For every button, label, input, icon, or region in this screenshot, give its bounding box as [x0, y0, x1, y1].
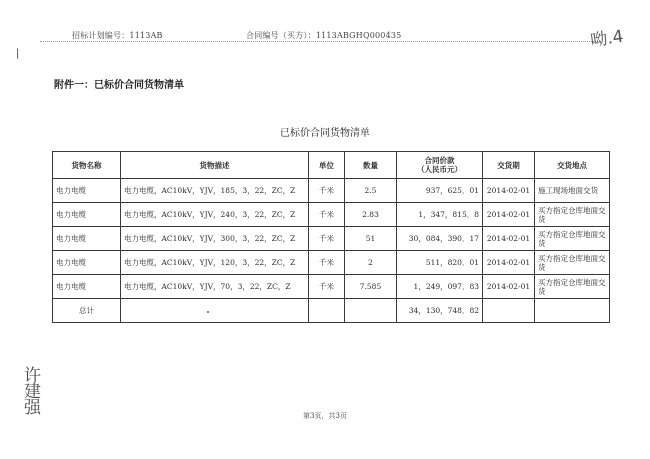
- cell-delivery-date: 2014-02-01: [483, 251, 535, 275]
- cell-empty: [121, 299, 309, 323]
- cell-price: 511，820．01: [397, 251, 483, 275]
- cell-delivery-date: 2014-02-01: [483, 179, 535, 203]
- cell-unit: 千米: [309, 203, 345, 227]
- cell-name: 电力电缆: [53, 227, 121, 251]
- cell-unit: 千米: [309, 251, 345, 275]
- col-header-delivery-date: 交货期: [483, 152, 535, 179]
- plan-number: [72, 30, 163, 41]
- goods-table: [52, 151, 610, 323]
- plan-number-value: 1113AB: [129, 31, 163, 40]
- cell-quantity: 7.585: [345, 275, 397, 299]
- contract-number-value: 1113ABGHQ000435: [315, 31, 402, 40]
- col-header-quantity: 数量: [345, 152, 397, 179]
- table-total-row: [53, 299, 610, 323]
- table-header-row: [53, 152, 610, 179]
- cell-empty: [345, 299, 397, 323]
- col-header-description: 货物描述: [121, 152, 309, 179]
- cell-quantity: 2.83: [345, 203, 397, 227]
- cell-name: 电力电缆: [53, 251, 121, 275]
- margin-mark: |: [16, 48, 20, 59]
- handwritten-annotation: 呦.4: [589, 26, 625, 52]
- cell-empty: [483, 299, 535, 323]
- cell-description: 电力电缆，AC10kV，YJV，70，3，22，ZC，Z: [121, 275, 309, 299]
- cell-unit: 千米: [309, 179, 345, 203]
- cell-empty: [535, 299, 610, 323]
- handwritten-signature: 许建强: [20, 366, 40, 414]
- total-label: 总计: [53, 299, 121, 323]
- cell-delivery-place: 买方指定仓库地面交货: [535, 275, 610, 299]
- cell-price: 30，084，390．17: [397, 227, 483, 251]
- cell-quantity: 51: [345, 227, 397, 251]
- table-row: [53, 275, 610, 299]
- cell-delivery-place: 买方指定仓库地面交货: [535, 251, 610, 275]
- table-row: [53, 227, 610, 251]
- cell-name: 电力电缆: [53, 275, 121, 299]
- col-header-name: 货物名称: [53, 152, 121, 179]
- cell-price: 937，625．01: [397, 179, 483, 203]
- cell-delivery-place: 买方指定仓库地面交货: [535, 203, 610, 227]
- col-header-price: 合同价款 （人民币元）: [397, 152, 483, 179]
- cell-name: 电力电缆: [53, 203, 121, 227]
- contract-number: [246, 30, 401, 41]
- col-header-unit: 单位: [309, 152, 345, 179]
- cell-empty: [309, 299, 345, 323]
- cell-price: 1，249，097．83: [397, 275, 483, 299]
- cell-unit: 千米: [309, 275, 345, 299]
- section-title: 附件一：已标价合同货物清单: [54, 80, 184, 91]
- cell-price: 1，347，815．8: [397, 203, 483, 227]
- cell-description: 电力电缆，AC10kV，YJV，185，3，22，ZC，Z: [121, 179, 309, 203]
- cell-name: 电力电缆: [53, 179, 121, 203]
- header-divider: [40, 41, 600, 42]
- total-value: 34，130，748．82: [397, 299, 483, 323]
- cell-delivery-place: 施工现场地面交货: [535, 179, 610, 203]
- cell-description: 电力电缆，AC10kV，YJV，240，3，22，ZC，Z: [121, 203, 309, 227]
- cell-quantity: 2: [345, 251, 397, 275]
- scan-speck: [207, 311, 209, 313]
- contract-number-label: 合同编号（买方）：: [246, 31, 316, 40]
- table-row: [53, 179, 610, 203]
- cell-unit: 千米: [309, 227, 345, 251]
- page-footer: 第3页，共3页: [303, 412, 347, 420]
- cell-description: 电力电缆，AC10kV，YJV，120，3，22，ZC，Z: [121, 251, 309, 275]
- cell-delivery-date: 2014-02-01: [483, 203, 535, 227]
- col-header-delivery-place: 交货地点: [535, 152, 610, 179]
- table-row: [53, 251, 610, 275]
- table-row: [53, 203, 610, 227]
- cell-description: 电力电缆，AC10kV，YJV，300，3，22，ZC，Z: [121, 227, 309, 251]
- cell-delivery-date: 2014-02-01: [483, 227, 535, 251]
- cell-delivery-place: 买方指定仓库地面交货: [535, 227, 610, 251]
- table-title: 已标价合同货物清单: [280, 128, 370, 139]
- plan-number-label: 招标计划编号：: [72, 31, 130, 40]
- cell-quantity: 2.5: [345, 179, 397, 203]
- cell-delivery-date: 2014-02-01: [483, 275, 535, 299]
